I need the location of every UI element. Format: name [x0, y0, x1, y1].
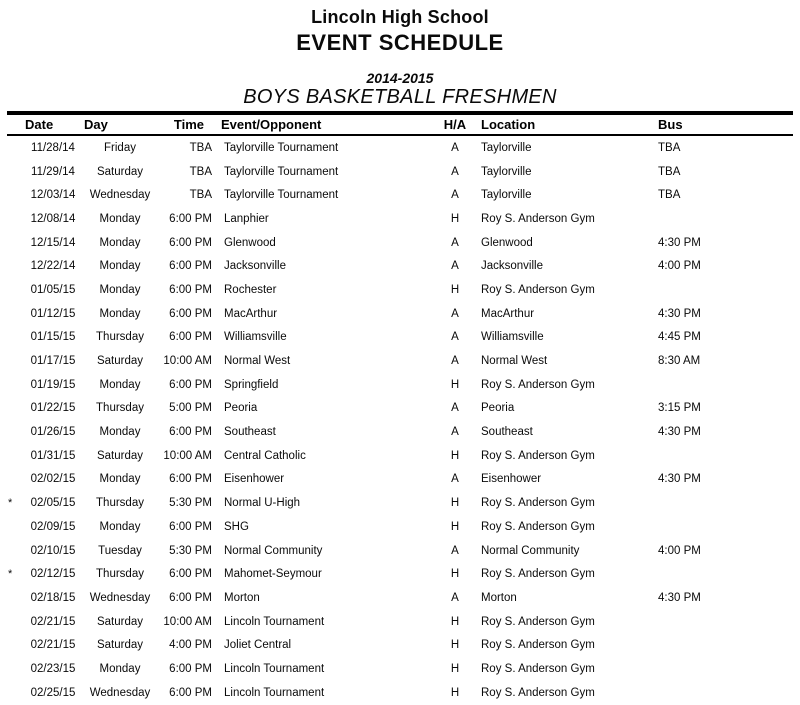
cell-event-opponent: Lincoln Tournament	[224, 662, 325, 675]
cell-location: Taylorville	[481, 189, 532, 202]
cell-bus: 4:30 PM	[658, 591, 701, 604]
column-header-location: Location	[481, 117, 536, 132]
cell-day: Monday	[99, 260, 141, 273]
cell-time: 6:00 PM	[169, 212, 212, 225]
table-row	[0, 491, 800, 515]
table-row	[0, 539, 800, 563]
cell-time: 6:00 PM	[169, 426, 212, 439]
cell-event-opponent: Morton	[224, 591, 260, 604]
cell-location: Roy S. Anderson Gym	[481, 568, 595, 581]
cell-bus: 4:00 PM	[658, 260, 701, 273]
cell-event-opponent: Springfield	[224, 378, 279, 391]
cell-time: 4:00 PM	[169, 639, 212, 652]
cell-home-away: A	[451, 165, 459, 178]
cell-home-away: A	[451, 544, 459, 557]
table-row	[0, 254, 800, 278]
cell-day: Monday	[99, 236, 141, 249]
cell-location: Roy S. Anderson Gym	[481, 686, 595, 699]
cell-day: Thursday	[96, 568, 144, 581]
cell-time: 6:00 PM	[169, 473, 212, 486]
cell-home-away: A	[451, 236, 459, 249]
cell-date: 02/21/15	[30, 615, 76, 628]
cell-time: 5:30 PM	[169, 544, 212, 557]
cell-home-away: A	[451, 355, 459, 368]
cell-bus: TBA	[658, 141, 681, 154]
cell-day: Thursday	[96, 402, 144, 415]
cell-location: Southeast	[481, 426, 533, 439]
cell-date: 02/02/15	[30, 473, 76, 486]
cell-location: Roy S. Anderson Gym	[481, 662, 595, 675]
cell-time: TBA	[189, 141, 212, 154]
cell-location: Roy S. Anderson Gym	[481, 212, 595, 225]
cell-home-away: H	[450, 662, 460, 675]
cell-location: Glenwood	[481, 236, 533, 249]
school-name: Lincoln High School	[311, 7, 489, 27]
cell-event-opponent: Lanphier	[224, 212, 269, 225]
table-row	[0, 515, 800, 539]
cell-time: 6:00 PM	[169, 260, 212, 273]
table-body	[0, 136, 800, 705]
cell-event-opponent: Rochester	[224, 283, 277, 296]
table-row	[0, 610, 800, 634]
cell-bus: 4:30 PM	[658, 473, 701, 486]
document-title: EVENT SCHEDULE	[296, 30, 504, 55]
table-row	[0, 444, 800, 468]
cell-home-away: H	[450, 568, 460, 581]
cell-home-away: H	[450, 449, 460, 462]
cell-date: 01/05/15	[30, 283, 76, 296]
season-label: 2014-2015	[366, 70, 434, 86]
cell-time: 10:00 AM	[163, 615, 212, 628]
cell-bus: 4:30 PM	[658, 426, 701, 439]
cell-location: Williamsville	[481, 331, 544, 344]
cell-day: Saturday	[96, 449, 144, 462]
cell-event-opponent: Taylorville Tournament	[224, 141, 339, 154]
cell-location: Roy S. Anderson Gym	[481, 378, 595, 391]
cell-location: Roy S. Anderson Gym	[481, 497, 595, 510]
cell-bus: 4:45 PM	[658, 331, 701, 344]
cell-location: Roy S. Anderson Gym	[481, 449, 595, 462]
cell-event-opponent: Lincoln Tournament	[224, 615, 325, 628]
cell-home-away: H	[450, 520, 460, 533]
cell-day: Monday	[99, 662, 141, 675]
cell-time: 6:00 PM	[169, 568, 212, 581]
cell-event-opponent: SHG	[224, 520, 249, 533]
cell-location: Normal Community	[481, 544, 580, 557]
cell-home-away: A	[451, 473, 459, 486]
table-row	[0, 633, 800, 657]
cell-event-opponent: Taylorville Tournament	[224, 189, 339, 202]
cell-home-away: A	[451, 402, 459, 415]
cell-event-opponent: Peoria	[224, 402, 258, 415]
cell-location: Eisenhower	[481, 473, 542, 486]
cell-time: 6:00 PM	[169, 283, 212, 296]
cell-day: Monday	[99, 520, 141, 533]
cell-date: 01/26/15	[30, 426, 76, 439]
cell-time: 5:00 PM	[169, 402, 212, 415]
cell-event-opponent: Glenwood	[224, 236, 276, 249]
cell-home-away: H	[450, 283, 460, 296]
cell-home-away: H	[450, 378, 460, 391]
cell-time: 6:00 PM	[169, 331, 212, 344]
cell-home-away: A	[451, 591, 459, 604]
table-row	[0, 562, 800, 586]
cell-event-opponent: Mahomet-Seymour	[224, 568, 322, 581]
cell-day: Monday	[99, 212, 141, 225]
table-row	[0, 136, 800, 160]
cell-time: 6:00 PM	[169, 520, 212, 533]
cell-bus: TBA	[658, 189, 681, 202]
cell-time: 6:00 PM	[169, 378, 212, 391]
cell-date: 11/29/14	[31, 165, 75, 178]
cell-location: Roy S. Anderson Gym	[481, 520, 595, 533]
cell-date: 02/18/15	[30, 591, 76, 604]
cell-time: 10:00 AM	[163, 449, 212, 462]
cell-day: Monday	[99, 378, 141, 391]
cell-date: 01/31/15	[30, 449, 76, 462]
cell-bus: 4:30 PM	[658, 307, 701, 320]
cell-day: Saturday	[96, 165, 144, 178]
cell-location: Morton	[481, 591, 517, 604]
cell-location: Taylorville	[481, 165, 532, 178]
cell-day: Saturday	[96, 615, 144, 628]
cell-date: 12/03/14	[30, 189, 76, 202]
cell-day: Monday	[99, 473, 141, 486]
cell-bus: 8:30 AM	[658, 355, 701, 368]
cell-day: Thursday	[96, 331, 144, 344]
cell-day: Wednesday	[89, 591, 151, 604]
cell-time: 6:00 PM	[169, 662, 212, 675]
table-row	[0, 302, 800, 326]
cell-home-away: A	[451, 141, 459, 154]
table-row	[0, 586, 800, 610]
cell-date: 02/25/15	[30, 686, 76, 699]
table-row	[0, 468, 800, 492]
cell-date: 01/22/15	[30, 402, 76, 415]
cell-location: Jacksonville	[481, 260, 543, 273]
cell-day: Saturday	[96, 355, 144, 368]
table-row	[0, 231, 800, 255]
cell-day: Wednesday	[89, 686, 151, 699]
cell-bus: 3:15 PM	[658, 402, 701, 415]
cell-date: 01/19/15	[30, 378, 76, 391]
cell-day: Thursday	[96, 497, 144, 510]
cell-date: 12/08/14	[30, 212, 76, 225]
cell-time: 10:00 AM	[163, 355, 212, 368]
cell-time: 6:00 PM	[169, 307, 212, 320]
table-row	[0, 657, 800, 681]
cell-home-away: A	[451, 331, 459, 344]
table-header-row	[0, 115, 800, 134]
table-row	[0, 681, 800, 705]
cell-date: 02/12/15	[30, 568, 76, 581]
table-row	[0, 183, 800, 207]
cell-note-asterisk: *	[8, 568, 13, 581]
cell-date: 01/12/15	[30, 307, 76, 320]
cell-event-opponent: Normal U-High	[224, 497, 301, 510]
cell-location: MacArthur	[481, 307, 535, 320]
table-row	[0, 160, 800, 184]
column-header-event-opponent: Event/Opponent	[221, 117, 322, 132]
cell-bus: 4:30 PM	[658, 236, 701, 249]
cell-date: 02/10/15	[30, 544, 76, 557]
table-row	[0, 207, 800, 231]
cell-event-opponent: Central Catholic	[224, 449, 306, 462]
cell-date: 12/22/14	[30, 260, 76, 273]
cell-event-opponent: Eisenhower	[224, 473, 285, 486]
cell-date: 01/15/15	[30, 331, 76, 344]
cell-date: 11/28/14	[31, 141, 75, 154]
cell-date: 02/05/15	[30, 497, 76, 510]
cell-bus: TBA	[658, 165, 681, 178]
cell-event-opponent: MacArthur	[224, 307, 278, 320]
cell-date: 02/09/15	[30, 520, 76, 533]
cell-event-opponent: Normal Community	[224, 544, 323, 557]
table-row	[0, 349, 800, 373]
cell-date: 02/21/15	[30, 639, 76, 652]
cell-time: 6:00 PM	[169, 236, 212, 249]
table-row	[0, 397, 800, 421]
cell-home-away: A	[451, 307, 459, 320]
cell-time: TBA	[189, 165, 212, 178]
cell-location: Taylorville	[481, 141, 532, 154]
cell-date: 02/23/15	[30, 662, 76, 675]
cell-home-away: H	[450, 639, 460, 652]
cell-day: Monday	[99, 307, 141, 320]
column-header-home-away: H/A	[443, 117, 467, 132]
cell-day: Tuesday	[98, 544, 142, 557]
cell-location: Roy S. Anderson Gym	[481, 639, 595, 652]
cell-home-away: A	[451, 426, 459, 439]
cell-event-opponent: Jacksonville	[224, 260, 286, 273]
column-header-day: Day	[84, 117, 108, 132]
team-title: BOYS BASKETBALL FRESHMEN	[243, 86, 557, 108]
cell-event-opponent: Normal West	[224, 355, 291, 368]
cell-location: Normal West	[481, 355, 548, 368]
cell-event-opponent: Joliet Central	[224, 639, 292, 652]
cell-day: Monday	[99, 283, 141, 296]
cell-event-opponent: Lincoln Tournament	[224, 686, 325, 699]
cell-event-opponent: Taylorville Tournament	[224, 165, 339, 178]
cell-day: Friday	[104, 141, 136, 154]
cell-time: TBA	[189, 189, 212, 202]
cell-day: Saturday	[96, 639, 144, 652]
cell-date: 01/17/15	[30, 355, 76, 368]
column-header-time: Time	[173, 117, 204, 132]
cell-time: 6:00 PM	[169, 591, 212, 604]
cell-home-away: H	[450, 212, 460, 225]
table-row	[0, 326, 800, 350]
cell-location: Peoria	[481, 402, 515, 415]
column-header-bus: Bus	[658, 117, 683, 132]
cell-home-away: A	[451, 189, 459, 202]
cell-event-opponent: Southeast	[224, 426, 276, 439]
cell-location: Roy S. Anderson Gym	[481, 615, 595, 628]
cell-home-away: H	[450, 686, 460, 699]
title-block	[0, 0, 800, 108]
cell-day: Wednesday	[89, 189, 151, 202]
cell-time: 5:30 PM	[169, 497, 212, 510]
cell-date: 12/15/14	[30, 236, 76, 249]
column-header-date: Date	[25, 117, 54, 132]
cell-bus: 4:00 PM	[658, 544, 701, 557]
cell-home-away: H	[450, 615, 460, 628]
cell-day: Monday	[99, 426, 141, 439]
cell-home-away: H	[450, 497, 460, 510]
cell-time: 6:00 PM	[169, 686, 212, 699]
cell-note-asterisk: *	[8, 497, 13, 510]
table-row	[0, 373, 800, 397]
table-row	[0, 278, 800, 302]
cell-location: Roy S. Anderson Gym	[481, 283, 595, 296]
cell-home-away: A	[451, 260, 459, 273]
cell-event-opponent: Williamsville	[224, 331, 287, 344]
table-row	[0, 420, 800, 444]
